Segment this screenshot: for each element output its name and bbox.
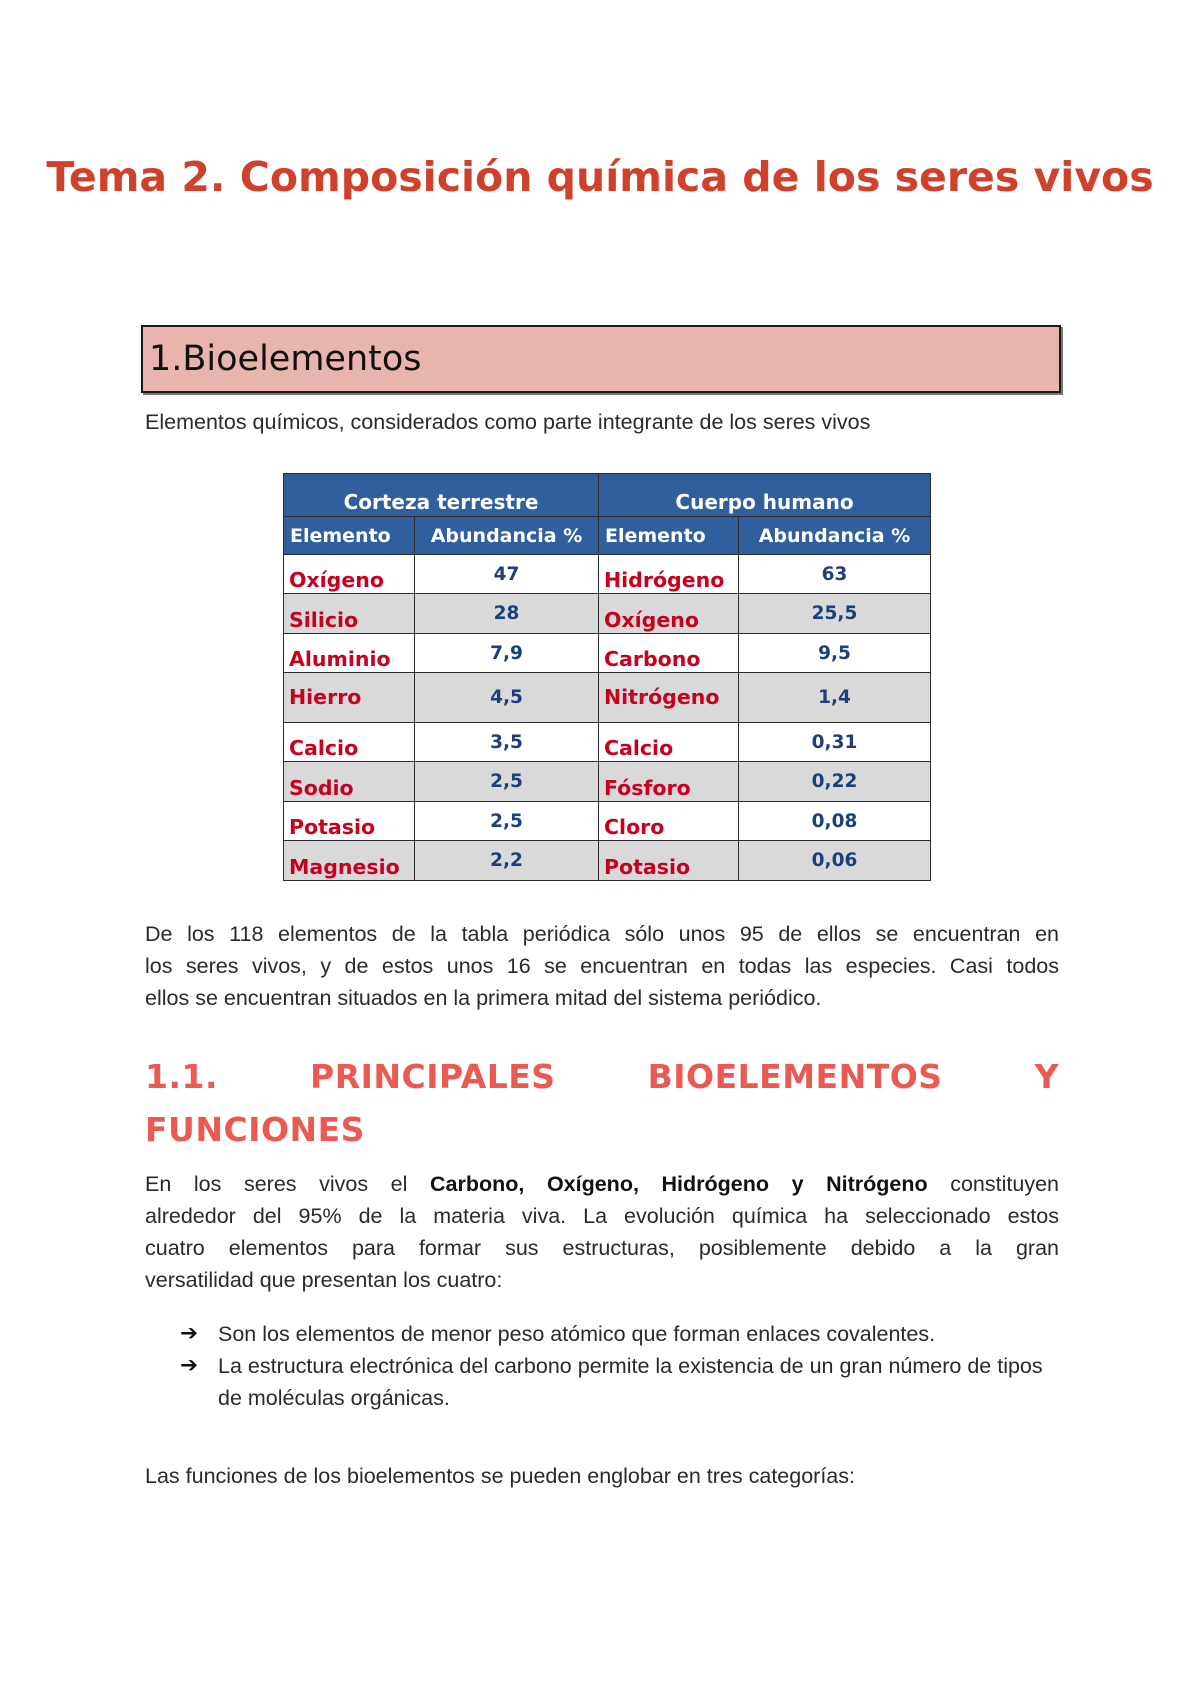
table-cell: 9,5 [739,634,931,673]
table-cell: 4,5 [415,673,599,723]
table-cell: Nitrógeno [599,673,739,723]
table-row [284,802,931,841]
paragraph-line: versatilidad que presentan los cuatro: [145,1268,503,1292]
table-cell: Fósforo [599,762,739,802]
table-cell: Hierro [284,673,415,723]
elements-paragraph [145,918,1059,1014]
section-intro: Elementos químicos, considerados como parte integrante de los seres vivos [145,410,871,434]
table-cell: 0,08 [739,802,931,841]
arrow-right-icon: ➔ [180,1353,199,1378]
column-header: Abundancia % [415,517,599,555]
table-cell: 47 [415,555,599,594]
arrow-right-icon: ➔ [180,1321,199,1346]
column-header: Abundancia % [739,517,931,555]
paragraph-text: constituyen [927,1172,1059,1196]
table-row [284,723,931,762]
table-row [284,555,931,594]
subsection-heading [145,1050,1059,1156]
table-cell: Calcio [599,723,739,762]
table-row [284,673,931,723]
table-cell: 1,4 [739,673,931,723]
paragraph-line: cuatro elementos para formar sus estructuras, posiblemente debido a la gran [145,1236,1059,1260]
table-cell: 0,31 [739,723,931,762]
group-header-corteza: Corteza terrestre [284,474,599,517]
paragraph-line: alrededor del 95% de la materia viva. La evolución química ha seleccionado estos [145,1204,1059,1228]
list-item [176,1350,1059,1414]
table-cell: 25,5 [739,594,931,634]
table-cell: Oxígeno [284,555,415,594]
table-cell: Magnesio [284,841,415,881]
table-cell: 0,22 [739,762,931,802]
table-cell: 63 [739,555,931,594]
paragraph-text: En los seres vivos el [145,1172,430,1196]
table-cell: 2,5 [415,762,599,802]
table-row [284,634,931,673]
table-cell: Cloro [599,802,739,841]
table-group-header-row [284,474,931,517]
paragraph-line: ellos se encuentran situados en la primera mitad del sistema periódico. [145,986,822,1010]
table-cell: Sodio [284,762,415,802]
paragraph-line: los seres vivos, y de estos unos 16 se encuentran en todas las especies. Casi todos [145,954,1059,978]
list-item-text: La estructura electrónica del carbono permite la existencia de un gran número de tipos de moléculas orgánicas. [218,1354,1043,1410]
subsection-heading-line: 1.1. PRINCIPALES BIOELEMENTOS Y [145,1057,1059,1096]
table-cell: 28 [415,594,599,634]
table-cell: 3,5 [415,723,599,762]
table-cell: Potasio [284,802,415,841]
column-header: Elemento [599,517,739,555]
document-title: Tema 2. Composición química de los seres vivos [46,153,1154,201]
table-cell: 2,5 [415,802,599,841]
group-header-cuerpo: Cuerpo humano [599,474,931,517]
section-heading: 1.Bioelementos [149,339,422,379]
column-header: Elemento [284,517,415,555]
list-item-text: Son los elementos de menor peso atómico que forman enlaces covalentes. [218,1322,936,1346]
table-cell: Potasio [599,841,739,881]
bullet-list [176,1318,1059,1414]
table-cell: Calcio [284,723,415,762]
closing-paragraph: Las funciones de los bioelementos se pueden englobar en tres categorías: [145,1464,855,1488]
table-cell: 2,2 [415,841,599,881]
key-elements-bold: Carbono, Oxígeno, Hidrógeno y Nitrógeno [430,1172,928,1196]
table-cell: Aluminio [284,634,415,673]
subsection-heading-line: FUNCIONES [145,1110,365,1149]
paragraph-line: De los 118 elementos de la tabla periódica sólo unos 95 de ellos se encuentran en [145,922,1059,946]
table-cell: Carbono [599,634,739,673]
table-column-header-row [284,517,931,555]
abundance-table [283,473,931,881]
main-paragraph [145,1168,1059,1296]
table-row [284,762,931,802]
list-item [176,1318,1059,1350]
table-cell: Hidrógeno [599,555,739,594]
section-heading-box [141,325,1061,393]
table-row [284,594,931,634]
table-cell: Silicio [284,594,415,634]
table-cell: 0,06 [739,841,931,881]
table-cell: 7,9 [415,634,599,673]
table-cell: Oxígeno [599,594,739,634]
paragraph-line [145,1168,1059,1200]
table-row [284,841,931,881]
